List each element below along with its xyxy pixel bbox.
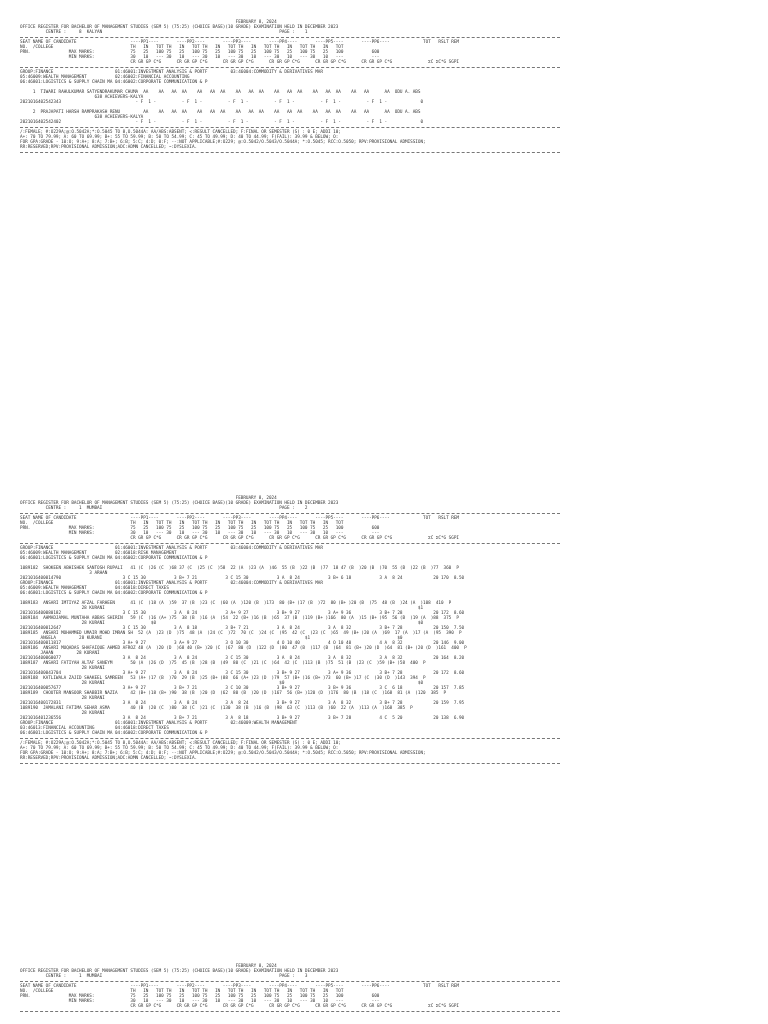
register-line: 28 KURANI $0 $0	[20, 621, 424, 626]
register-line: RR:RESERVED;RPV:PROVISIONAL ADMISSION;ADC:ADMN CANCELLED; ~:DYSLEXIA.	[20, 145, 198, 150]
register-line: 28 KURANI	[20, 666, 105, 671]
dashed-rule	[20, 981, 560, 982]
register-line: 06:46801:LOGISTICS & SUPPLY CHAIN MA 04:46002:CORPORATE COMMUNICATION & P	[20, 591, 208, 596]
register-line: 1089183 ANSARI IMTIYAZ AFZAL FARHEEN 41 (C )18 (A )59 37 (B )23 (C )60 (A )120 (B )173 80 (B+ )17 (B )72 80 (B+ )20 (B )75 48 (B )24 (A )108 410 P	[20, 601, 452, 606]
register-line: CENTRE : 1 MUMBAI PAGE : 2	[20, 506, 308, 511]
register-line: 06:46801:LOGISTICS & SUPPLY CHAIN MA 04:46002:CORPORATE COMMUNICATION & P	[20, 731, 208, 736]
register-line: MIN MARKS: 30 10 --- 30 10 --- 30 10 --- 30 10 --- 30 10 --- 30 10 --- ---	[20, 55, 380, 60]
register-line: OFFICE REGISTER FOR BACHELOR OF MANAGEMENT STUDIES (SEM 5) (75:25) (CHOICE BASE)(10 GRADE) EXAMINATION HELD IN DECEMBER 2023	[20, 25, 339, 30]
register-line: 1089187 ANSARI FATIYAH ALTAF SANEYM 50 (A )26 (D )75 45 (B )28 (B )49 80 (C )21 (C )64 42 (C )113 (B )75 51 (B )23 (C )59 (B+ )58 400 P	[20, 661, 426, 666]
register-line: CR GR GP C*G CR GR GP C*G CR GR GP C*G CR GR GP C*G CR GR GP C*G CR GR GP C*G ΣC ΣC*G SGPI	[20, 1004, 459, 1009]
register-line: FOR GPA:GRADE - 10:O; 9:A+; 8:A; 7:B+; 6:B; 5:C; 4:D; 0:F; --:NOT APPLICABLE;#:O229; @:O.5042/O.5043/O.5044A; *:O.5045; RCC:O.5050; RPV:PROVISIONAL ADMISSION;	[20, 751, 426, 756]
register-line: A+: 70 TO 79.99; A: 60 TO 69.99; B+: 55 TO 59.99; B: 50 TO 54.99; C: 45 TO 49.99; D: 40 TO 44.99; F(FAIL): 39.99 & BELOW; O:	[20, 746, 339, 751]
dashed-rule	[20, 67, 560, 68]
register-line: A+: 70 TO 79.99; A: 60 TO 69.99; B+: 55 TO 59.99; B: 50 TO 54.99; C: 45 TO 49.99; D: 40 TO 44.99; F(FAIL): 39.99 & BELOW; O:	[20, 135, 339, 140]
register-line: GROUP:FINANCE 01:46001:INVESTMENT ANALYSIS & PORTF 03:46004:COMMODITY & DERIVATIVES MAR	[20, 70, 323, 75]
dashed-rule	[20, 152, 560, 153]
register-line: 28 KURANI	[20, 711, 105, 716]
register-line: 1089188 KATLIWALA ZAJID SHAKEEL SAMREEN 53 (A+ )17 (B )70 29 (B )25 (B+ )88 66 (A+ )23 (D )79 57 (B+ )16 (B+ )73 60 (B+ )17 (C )30 (D )143 394 P	[20, 676, 426, 681]
dashed-rule	[20, 543, 560, 544]
register-line: 638 ACHIEVERS-KALYA	[20, 95, 144, 100]
dashed-rule	[20, 1011, 560, 1012]
register-line: FEBRUARY 8, 2024	[20, 20, 277, 25]
register-line: 05:46009:WEALTH MANAGEMENT 04:46018:DIRECT TAXES	[20, 586, 169, 591]
register-line: 2021016400080182 3 C 15 30 3 A 8 24 3 A+ 9 27 3 B+ 9 27 3 A+ 9 36 3 B+ 7 28 20 172 8.60	[20, 611, 465, 616]
register-line: CENTRE : 1 MUMBAI PAGE : 3	[20, 974, 308, 979]
register-line: /:FEMALE; #:O229A;@:O.5042A;*:O.5045 TO 8,O.5044A: AA/ABS:ABSENT; <:RESULT CANCELLED; F:FINAL OR SEMESTER (S) : 0 E; ADDI 10;	[20, 130, 341, 135]
register-line: MIN MARKS: 30 10 --- 30 10 --- 30 10 --- 30 10 --- 30 10 --- 30 10 --- ---	[20, 531, 380, 536]
register-line: 1 TIWARI RAHULKUMAR SATYENDRAKUMAR CHUMA AA AA AA AA AA AA AA AA AA AA AA AA AA AA AA AA AA AA AA ODU A. ABS	[20, 90, 421, 95]
register-line: 1089186 ANSARI MUQADAS SHAFAIQUE AHMED AFROZ 48 (A )20 (D )68 40 (B+ )20 (C )67 80 (D )122 (D )80 47 (B )117 (B )64 81 (B+ )20 (D )64 81 (B+ )20 (D )161 400 P	[20, 646, 467, 651]
register-line: 2021016400172831 3 A 8 24 3 A 8 24 3 A 8 24 3 B+ 9 27 3 A 8 32 3 B+ 7 28 20 159 7.95	[20, 701, 465, 706]
register-line: MIN MARKS: 30 10 --- 30 10 --- 30 10 --- 30 10 --- 30 10 --- 30 10 --- ---	[20, 999, 380, 1004]
register-line: 2021016400043704 3 A+ 9 27 3 A 8 24 3 C 15 30 3 B+ 9 27 3 A+ 9 36 3 B+ 7 28 20 172 8.60	[20, 671, 465, 676]
register-line: ANGELA 28 KURANI $1 $0	[20, 636, 403, 641]
register-line: PRN. MAX MARKS: 75 25 100 75 25 100 75 25 100 75 25 100 75 25 100 75 25 100 600	[20, 526, 380, 531]
register-line: CR GR GP C*G CR GR GP C*G CR GR GP C*G CR GR GP C*G CR GR GP C*G CR GR GP C*G ΣC ΣC*G SGPI	[20, 60, 459, 65]
register-line: 2021016400060077 3 A 8 24 3 A 8 24 3 C 15 30 3 A 8 24 3 A 8 32 3 A 8 32 20 164 8.20	[20, 656, 465, 661]
register-line: 28 KURANI	[20, 696, 105, 701]
register-line: /:FEMALE; #:O229A;@:O.5042A;*:O.5045 TO 8,O.5044A: AA/ABS:ABSENT; <:RESULT CANCELLED; F:FINAL OR SEMESTER (S) : 0 E; ADDI 10;	[20, 741, 341, 746]
register-line: 2021016400011817 3 A+ 9 27 3 A+ 9 27 3 O 10 30 4 O 10 40 4 O 10 40 4 A 8 32 20 146 9.00	[20, 641, 465, 646]
dashed-rule	[20, 738, 560, 739]
register-line: 1089184 AHMADJAMAL MUNTAHA ABBAS SHIRIN 59 (C )16 (A+ )75 38 (B )16 (A )54 22 (B+ )16 (B )65 37 (B )119 (B+ )166 80 (A )15 (B+ )95 56 (B )19 (A )88 375 P	[20, 616, 459, 621]
register-line: 2021016400014790 3 C 15 30 3 B+ 7 21 3 C 15 30 3 A 8 24 3 B+ 6 18 3 A 8 24 20 170 8.50	[20, 576, 465, 581]
register-line: 2021016402542402 - F 1 - - F 1 - - F 1 - - F 1 - - F 1 - - F 1 - 0	[20, 120, 424, 125]
register-line: FEBRUARY 8, 2024	[20, 496, 277, 501]
register-line: PRN. MAX MARKS: 75 25 100 75 25 100 75 25 100 75 25 100 75 25 100 75 25 100 600	[20, 50, 380, 55]
register-line: GROUP:FINANCE 01:46001:INVESTMENT ANALYSIS & PORTF 02:46009:WEALTH MANAGEMENT	[20, 721, 298, 726]
register-line: 3 ARHAN	[20, 571, 108, 576]
register-line: 06:46801:LOGISTICS & SUPPLY CHAIN MA 04:46002:CORPORATE COMMUNICATION & P	[20, 80, 208, 85]
register-line: NO. /COLLEGE TH IN TOT TH IN TOT TH IN TOT TH IN TOT TH IN TOT TH IN TOT	[20, 989, 344, 994]
register-line: SEAT NAME OF CANDIDATE ----PP1---- ----PP2---- ----PP3---- ----PP4---- ----PP5---- ----PP6---- TOT RSLT REM	[20, 40, 459, 45]
register-line: OFFICE REGISTER FOR BACHELOR OF MANAGEMENT STUDIES (SEM 5) (75:25) (CHOICE BASE)(10 GRADE) EXAMINATION HELD IN DECEMBER 2023	[20, 501, 339, 506]
register-line: 2 PRAJAPATI HARSH RAMPRAKASH RENU AA AA AA AA AA AA AA AA AA AA AA AA AA AA AA AA AA AA AA ODU A. ABS	[20, 110, 421, 115]
register-line: GROUP:FINANCE 01:46001:INVESTMENT ANALYSIS & PORTF 02:46004:COMMODITY & DERIVATIVES MAR	[20, 581, 323, 586]
register-line: NO. /COLLEGE TH IN TOT TH IN TOT TH IN TOT TH IN TOT TH IN TOT TH IN TOT	[20, 521, 344, 526]
dashed-rule	[20, 37, 560, 38]
register-line: GROUP:FINANCE 01:46001:INVESTMENT ANALYSIS & PORTF 03:46004:COMMODITY & DERIVATIVES MAR	[20, 546, 323, 551]
register-line: SEAT NAME OF CANDIDATE ----PP1---- ----PP2---- ----PP3---- ----PP4---- ----PP5---- ----PP6---- TOT RSLT REM	[20, 516, 459, 521]
register-line: 28 KURANI $0 $0	[20, 681, 424, 686]
register-line: CR GR GP C*G CR GR GP C*G CR GR GP C*G CR GR GP C*G CR GR GP C*G CR GR GP C*G ΣC ΣC*G SGPI	[20, 536, 459, 541]
register-line: OFFICE REGISTER FOR BACHELOR OF MANAGEMENT STUDIES (SEM 5) (75:25) (CHOICE BASE)(10 GRADE) EXAMINATION HELD IN DECEMBER 2023	[20, 969, 339, 974]
register-line: 638 ACHIEVERS-KALYA	[20, 115, 144, 120]
register-line: FEBRUARY 8, 2024	[20, 964, 277, 969]
dashed-rule	[20, 763, 560, 764]
register-line: 28 KURANI $1	[20, 606, 424, 611]
register-line: 2021016402542343 - F 1 - - F 1 - - F 1 - - F 1 - - F 1 - - F 1 - 0	[20, 100, 424, 105]
register-line: 03:46013:FINANCIAL ACCOUNTING 04:46018:DIRECT TAXES	[20, 726, 169, 731]
register-line: 1089190 JAMALANI FATIMA SEHAR ASMA 40 (B )20 (C )80 38 (C )21 (C )130 38 (B )16 (B )98 63 (C )113 (B )60 22 (A )113 (A )168 385 P	[20, 706, 413, 711]
register-line: FOR GPA:GRADE - 10:O; 9:A+; 8:A; 7:B+; 6:B; 5:C; 4:D; 0:F; --:NOT APPLICABLE;#:O229; @:O.5042/O.5043/O.5044A; *:O.5045; RCC:O.5050; RPV:PROVISIONAL ADMISSION;	[20, 140, 426, 145]
register-line: PRN. MAX MARKS: 75 25 100 75 25 100 75 25 100 75 25 100 75 25 100 75 25 100 600	[20, 994, 380, 999]
register-line: 05:46009:WEALTH MANAGEMENT 02:46002:FINANCIAL ACCOUNTING	[20, 75, 190, 80]
register-line: NO. /COLLEGE TH IN TOT TH IN TOT TH IN TOT TH IN TOT TH IN TOT TH IN TOT	[20, 45, 344, 50]
register-line: RR:RESERVED;RPV:PROVISIONAL ADMISSION;ADC:ADMN CANCELLED; ~:DYSLEXIA.	[20, 756, 198, 761]
register-line: 2021016401236556 3 A 8 24 3 B+ 7 21 3 A 8 18 3 B+ 9 27 3 B+ 7 28 4 C 5 20 20 138 6.90	[20, 716, 465, 721]
register-line: 1089185 ANSARI MOHAMMED UMAIR MOHD IMRAN SH 52 (A )23 (D )75 48 (A )24 (C )72 70 (C )24 (C )95 42 (C )23 (C )65 49 (B+ )20 (A )69 17 (A )17 (A )95 390 P	[20, 631, 462, 636]
register-line: 1089182 SHOKEEN ABHISHEK SANTOSH RUPALI 41 (C )26 (C )68 37 (C )25 (C )58 22 (A )23 (A )46 55 (B )22 (B )77 18 47 (B )20 (B )70 55 (B )22 (B )77 360 P	[20, 566, 459, 571]
dashed-rule	[20, 513, 560, 514]
register-line: 2021016400057677 3 A+ 9 27 3 B+ 7 21 3 C 10 30 3 B+ 9 27 3 B+ 9 36 3 C 6 18 20 157 7.85	[20, 686, 465, 691]
register-line: CENTRE : 8 KALYAN PAGE : 1	[20, 30, 308, 35]
register-line: JAHAN 28 KURANI	[20, 651, 100, 656]
register-line: 06:46801:LOGISTICS & SUPPLY CHAIN MA 04:46002:CORPORATE COMMUNICATION & P	[20, 556, 208, 561]
register-line: 05:46009:WEALTH MANAGEMENT 02:46018:RISK MANAGEMENT	[20, 551, 177, 556]
dashed-rule	[20, 127, 560, 128]
register-line: 1089189 CHOUTER MANSOOR SHABBIR NAZIA 42 (B+ )18 (B+ )90 38 (B )20 (D )62 80 (B )20 (D )167 56 (B+ )120 (D )176 80 (B )18 (C )168 81 (A )120 385 P	[20, 691, 447, 696]
register-line: 2021016400012647 3 C 15 30 3 A 8 18 3 B+ 7 21 3 A 8 24 3 A 8 32 3 B+ 7 28 20 150 7.50	[20, 626, 465, 631]
register-line: SEAT NAME OF CANDIDATE ----PP1---- ----PP2---- ----PP3---- ----PP4---- ----PP5---- ----PP6---- TOT RSLT REM	[20, 984, 459, 989]
